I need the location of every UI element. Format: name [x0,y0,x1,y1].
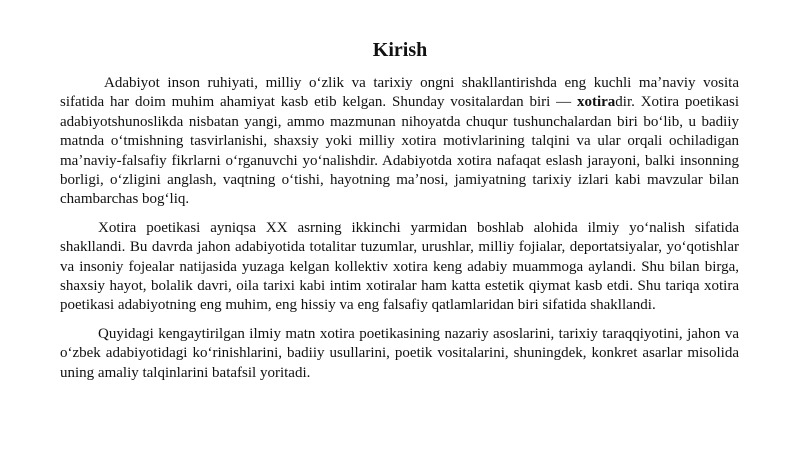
document-body [60,74,739,392]
paragraph-2: Xotira poetikasi ayniqsa XX asrning ikkinchi yarmidan boshlab alohida ilmiy yoʻnalish sifatida shakllandi. Bu davrda jahon adabiyotida totalitar tuzumlar, urushlar, milliy fojialar, deportatsiyalar, yoʻqotishlar va insoniy fojealar natijasida yuzaga kelgan kollektiv xotira keng adabiy muammoga aylandi. Shu bilan birga, shaxsiy hayot, bolalik davri, oila tarixi kabi intim xotiralar ham katta estetik qiymat kasb etdi. Shu tariqa xotira poetikasi adabiyotning eng muhim, eng hissiy va eng falsafiy qatlamlaridan biri sifatida shakllandi. [60,219,739,314]
paragraph-1-text-before: Adabiyot inson ruhiyati, milliy oʻzlik va tarixiy ongni shakllantirishda eng kuchli maʼnaviy vosita sifatida har doim muhim ahamiyat kasb etib kelgan. Shunday vositalardan biri — [60,75,739,111]
paragraph-1 [60,74,739,210]
paragraph-3: Quyidagi kengaytirilgan ilmiy matn xotira poetikasining nazariy asoslarini, tarixiy taraqqiyotini, jahon va oʻzbek adabiyotidagi koʻrinishlarini, badiiy usullarini, poetik vositalarini, shuningdek, konkret asarlar misolida uning amaliy talqinlarini batafsil yoritadi. [60,325,739,381]
paragraph-1-keyword: xotira [576,94,616,111]
paragraph-1-text-after: dir. Xotira poetikasi adabiyotshunoslikda nisbatan yangi, ammo mazmunan nihoyatda chuqur tushunchalardan biri boʻlib, u badiiy matnda oʻtmishning tasvirlanishi, shaxsiy yoki milliy xotira motivlarining talqini va ular orqali ochiladigan maʼnaviy-falsafiy fikrlarni oʻrganuvchi yoʻnalishdir. Adabiyotda xotira nafaqat eslash jarayoni, balki insonning borligi, oʻzligini anglash, vaqtning oʻtishi, hayotning maʼnosi, jamiyatning tarixiy izlari kabi mavzular bilan chambarchas bogʻliq. [60,94,740,208]
page-title: Kirish [372,39,428,61]
